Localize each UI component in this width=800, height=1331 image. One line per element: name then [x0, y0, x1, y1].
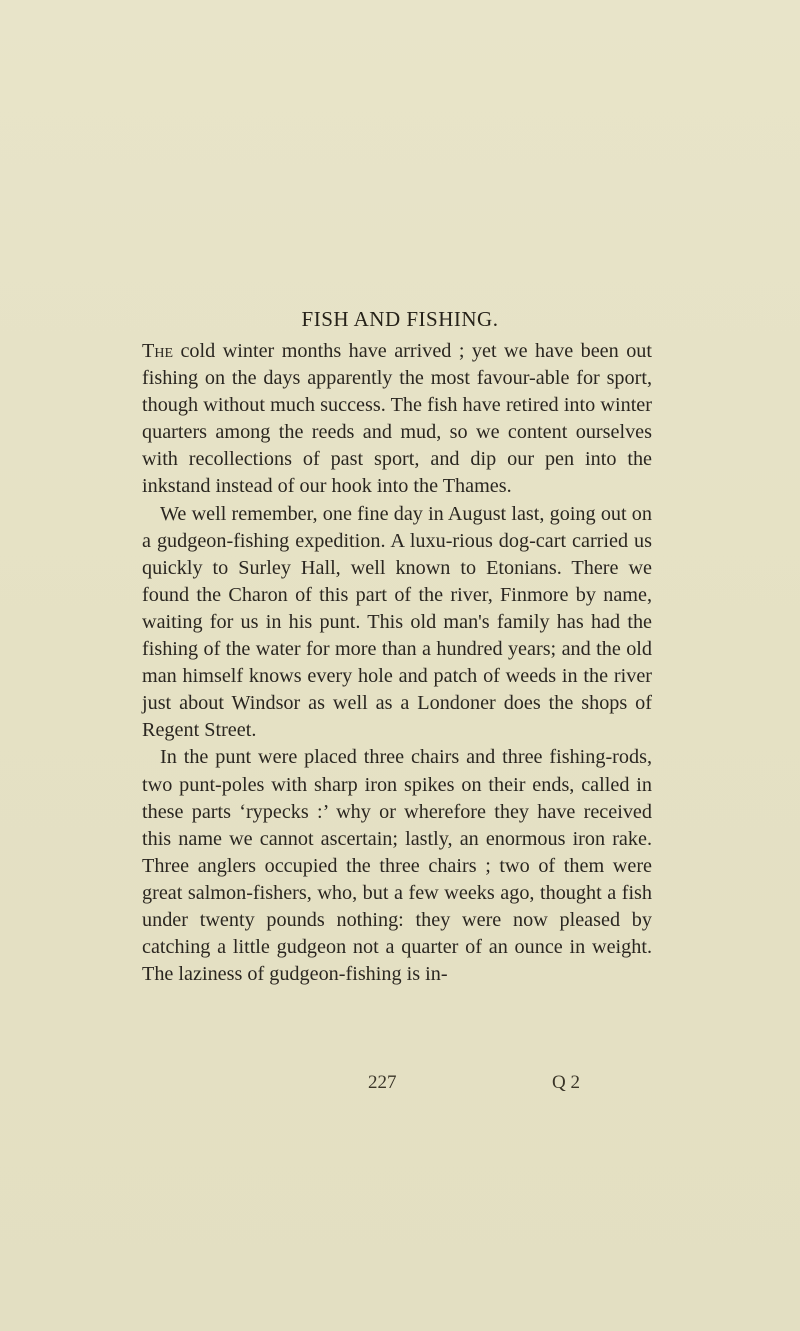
page-number: 227 — [368, 1072, 397, 1093]
paragraph-3-text: In the punt were placed three chairs and three fishing-rods, two punt-poles with sharp iron spikes on their ends, called in these parts ‘rypecks :’ why or wherefore they have received this name we cannot ascertain; lastly, an enormous iron rake. Three anglers occupied the three chairs ; two of them were great salmon-fishers, who, but a few weeks ago, thought a fish under twenty pounds nothing: they were now pleased by catching a little gudgeon not a quarter of an ounce in weight. The laziness of gudgeon-fishing is in- — [142, 746, 652, 986]
paragraph-1-lead: The — [142, 340, 173, 362]
signature-mark: Q 2 — [552, 1072, 580, 1093]
paragraph-3 — [142, 744, 652, 988]
chapter-heading: FISH AND FISHING. — [301, 307, 499, 331]
paragraph-1-text: cold winter months have arrived ; yet we have been out fishing on the days apparently the most favour-able for sport, though without much success. The fish have retired into winter quarters among the reeds and mud, so we content ourselves with recollections of past sport, and dip our pen into the inkstand instead of our hook into the Thames. — [142, 340, 652, 498]
page-footer — [0, 1072, 800, 1102]
paragraph-1 — [142, 338, 652, 501]
paragraph-2-text: We well remember, one fine day in August last, going out on a gudgeon-fishing expedition. A luxu-rious dog-cart carried us quickly to Surley Hall, well known to Etonians. There we found the Charon of this part of the river, Finmore by name, waiting for us in his punt. This old man's family has had the fishing of the water for more than a hundred years; and the old man himself knows every hole and patch of weeds in the river just about Windsor as well as a Londoner does the shops of Regent Street. — [142, 502, 652, 742]
body-text — [142, 338, 652, 988]
paragraph-2 — [142, 501, 652, 745]
